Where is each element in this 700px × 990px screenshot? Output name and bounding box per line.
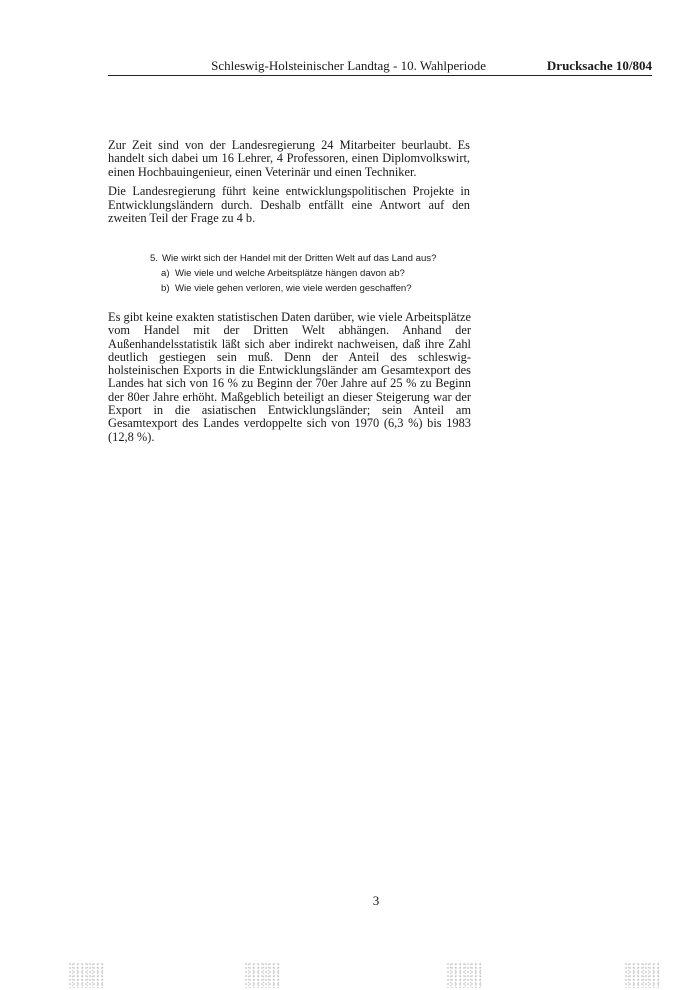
sub-b-mark: b) (161, 283, 170, 294)
question-5-sub-a (150, 266, 490, 281)
question-5 (150, 251, 490, 296)
answer-5-text: Es gibt keine exakten statistischen Daten darüber, wie viele Arbeitsplätze vom Handel mit der Dritten Welt abhängen. Anhand der Außenhandelsstatistik läßt sich aber indirekt nachweisen, daß ihre Zahl deutlich gestiegen sein muß. Denn der Anteil des schleswig-holsteinischen Exports in die Entwicklungsländer am Gesamtexport des Landes hat sich von 16 % zu Beginn der 70er Jahre auf 25 % zu Beginn der 80er Jahre erhöht. Maßgeblich beteiligt an dieser Steigerung war der Export in die asiatischen Entwicklungsländer; sein Anteil am Gesamtexport des Landes verdoppelte sich von 1970 (6,3 %) bis 1983 (12,8 %). (108, 310, 471, 444)
paragraph-beurlaubt: Zur Zeit sind von der Landesregierung 24 Mitarbeiter beurlaubt. Es handelt sich dabei um 16 Lehrer, 4 Professoren, einen Diplomvolkswirt, einen Hochbauingenieur, einen Veterinär und einen Techniker. (108, 138, 470, 179)
sub-b-text: Wie viele gehen verloren, wie viele werden geschaffen? (175, 283, 412, 294)
header-rule (108, 75, 652, 76)
header-drucksache: Drucksache 10/804 (546, 58, 652, 73)
header-periode: Schleswig-Holsteinischer Landtag - 10. Wahlperiode (211, 58, 486, 73)
question-number: 5. (150, 253, 159, 264)
scan-speckle (624, 962, 660, 988)
sub-a-text: Wie viele und welche Arbeitsplätze hängen davon ab? (175, 268, 405, 279)
question-5-main (150, 251, 490, 266)
sub-a-mark: a) (161, 268, 170, 279)
paragraph-projekte: Die Landesregierung führt keine entwicklungspolitischen Projekte in Entwicklungsländern durch. Deshalb entfällt eine Antwort auf den zweiten Teil der Frage zu 4 b. (108, 184, 470, 226)
page-number: 3 (372, 893, 380, 908)
scan-speckle (446, 962, 482, 988)
question-5-sub-b (150, 281, 490, 296)
scan-speckle (68, 962, 104, 988)
question-text: Wie wirkt sich der Handel mit der Dritten Welt auf das Land aus? (162, 253, 437, 264)
answer-4-text (108, 139, 470, 231)
scan-speckle (244, 962, 280, 988)
